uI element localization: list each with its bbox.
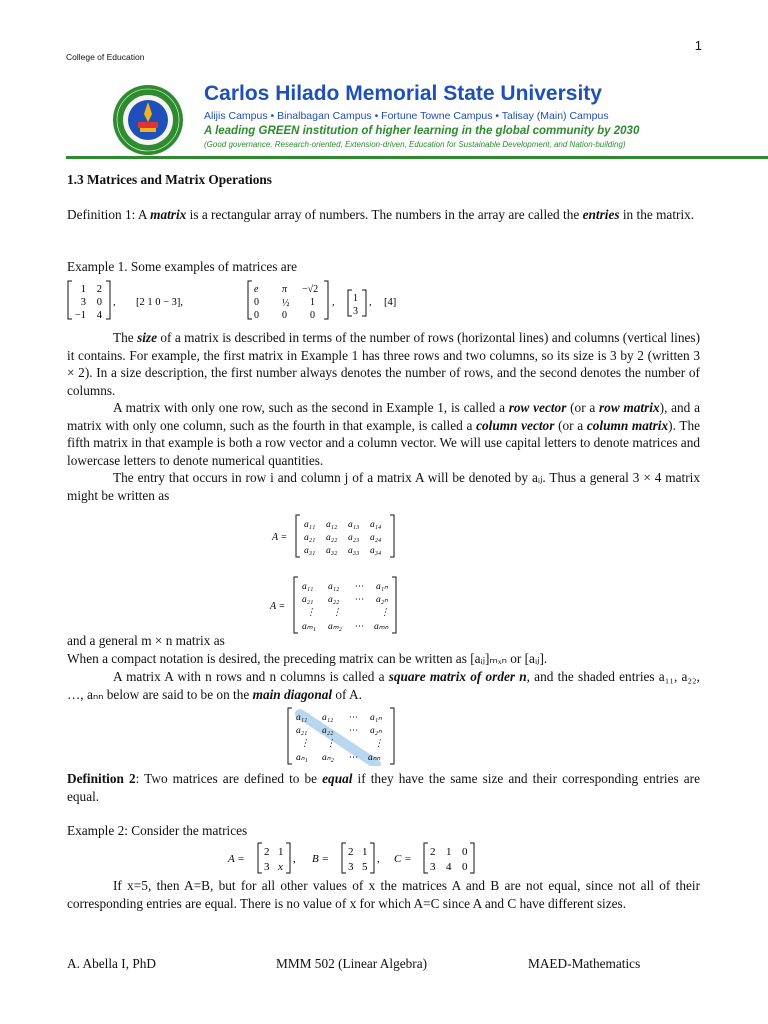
general-3x4-matrix <box>270 512 410 560</box>
matrix-cell: aₙₙ <box>368 753 381 763</box>
svg-text:,: , <box>293 853 296 865</box>
matrix-3x3 <box>248 281 335 321</box>
matrix-label: B = <box>312 853 329 865</box>
sub-tagline: (Good governance, Research-oriented, Extension-driven, Education for Sustainable Development, and Nation-building) <box>204 140 626 149</box>
matrix-cell: a₃₂ <box>326 546 338 556</box>
matrix-cell: 1 <box>353 293 358 304</box>
campus-list: Alijis Campus • Binalbagan Campus • Fortune Towne Campus • Talisay (Main) Campus <box>204 110 609 122</box>
matrix-cell: 3 <box>348 861 354 873</box>
term: row matrix <box>599 400 660 415</box>
definition-1 <box>67 206 700 224</box>
matrix-cell: 2 <box>348 846 354 858</box>
matrix-cell: 0 <box>462 861 468 873</box>
matrix-cell: a₁₂ <box>326 520 338 530</box>
matrix-cell: 1 <box>80 284 86 295</box>
square-matrix-diagonal <box>286 706 398 766</box>
diagonal-shading <box>300 714 376 764</box>
matrix-cell: 0 <box>254 297 259 308</box>
matrix-cell: 2 <box>96 284 102 295</box>
matrix-label: A = <box>270 601 286 612</box>
example-2-matrices <box>226 840 486 876</box>
column-vector <box>348 290 372 317</box>
matrix-cell: aₘ₁ <box>302 622 316 632</box>
definition-2 <box>67 770 700 805</box>
def1-text: in the matrix. <box>619 207 695 222</box>
matrix-cell: 1 <box>278 846 284 858</box>
term: square matrix of order n <box>388 669 527 684</box>
matrix-cell: ⋮ <box>332 608 342 618</box>
term-size: size <box>137 330 158 345</box>
matrix-cell: 5 <box>362 861 368 873</box>
matrix-cell: aₙ₁ <box>296 753 308 763</box>
text: of A. <box>332 686 362 702</box>
entry-paragraph: The entry that occurs in row i and column j of a matrix A will be denoted by aᵢⱼ. Thus a general 3 × 4 matrix might be written as <box>67 470 700 503</box>
matrix-cell: 0 <box>282 310 287 321</box>
matrix-cell: ⋮ <box>306 608 316 618</box>
matrix-cell: ⋮ <box>374 739 384 749</box>
matrix-cell: a₁ₙ <box>370 713 382 723</box>
matrix-cell: ⋮ <box>380 608 390 618</box>
matrix-cell: a₂₁ <box>296 726 308 736</box>
matrix-cell: 4 <box>446 861 452 873</box>
matrix-cell: a₃₃ <box>348 546 360 556</box>
page-number: 1 <box>694 38 702 53</box>
matrix-cell: a₃₁ <box>304 546 316 556</box>
matrix-cell: 1 <box>446 846 452 858</box>
matrix-cell: −√2 <box>302 284 319 295</box>
text: ). The fifth matrix in that example is both a row vector and a column vector. We will use capital letters to denote matrices and lowercase letters to denote numerical quantities. <box>67 417 701 468</box>
general-matrix-line: and a general m × n matrix as <box>67 633 225 648</box>
matrix-label: A = <box>228 853 245 865</box>
example-2-label: Example 2: Consider the matrices <box>67 823 248 838</box>
term: row vector <box>508 400 567 415</box>
row-vector: [2 1 0 − 3], <box>136 297 184 308</box>
text: (or a <box>554 417 587 433</box>
matrix-cell: 1 <box>362 846 368 858</box>
tagline: A leading GREEN institution of higher learning in the global community by 2030 <box>204 125 640 137</box>
matrix-cell: a₂₂ <box>328 595 340 605</box>
matrix-cell: a₂₄ <box>370 533 382 543</box>
matrix-cell: a₂ₙ <box>370 726 382 736</box>
matrix-cell: 0 <box>462 846 468 858</box>
matrix-cell: ⋯ <box>354 622 364 632</box>
matrix-cell: 4 <box>96 310 102 321</box>
row-vector-paragraph <box>67 399 700 469</box>
svg-text:,: , <box>113 297 116 308</box>
section-title: 1.3 Matrices and Matrix Operations <box>67 172 272 187</box>
matrix-cell: 3 <box>353 306 358 317</box>
matrix-cell: 0 <box>96 297 102 308</box>
matrix-cell: 0 <box>254 310 259 321</box>
matrix-cell: a₁₄ <box>370 520 382 530</box>
text: The <box>113 330 138 345</box>
matrix-cell: 0 <box>310 310 315 321</box>
compact-notation-line: When a compact notation is desired, the preceding matrix can be written as [aᵢⱼ]ₘₓₙ or [aᵢⱼ]. <box>67 651 548 666</box>
college-label: College of Education <box>66 52 145 62</box>
matrix-cell: aₙ₂ <box>322 753 334 763</box>
footer-program: MAED-Mathematics <box>528 956 641 971</box>
text: of a matrix is described in terms of the number of rows (horizontal lines) and columns (vertical lines) it contains. For example, the first matrix in Example 1 has three rows and two columns, so its size is 3 by 2 (written 3 × 2). In a size description, the first number always denotes the number of rows, and the second denotes the number of columns. <box>67 330 701 398</box>
example-1-matrices <box>66 278 426 322</box>
term: column matrix <box>586 417 669 433</box>
matrix-cell: ⋯ <box>348 713 358 723</box>
matrix-cell: aₘₙ <box>374 622 389 632</box>
matrix-cell: ½ <box>282 298 290 309</box>
matrix-cell: x <box>278 861 283 873</box>
text: A matrix with only one row, such as the second in Example 1, is called a <box>113 400 509 415</box>
matrix-label: C = <box>394 853 412 865</box>
matrix-cell: 2 <box>264 846 270 858</box>
scalar-matrix: [4] <box>384 297 397 308</box>
svg-text:,: , <box>369 297 372 308</box>
def2-label: Definition 2 <box>67 771 136 786</box>
matrix-cell: a₂₁ <box>302 595 314 605</box>
university-seal-logo <box>112 84 184 156</box>
size-paragraph <box>67 329 700 399</box>
footer-author: A. Abella I, PhD <box>67 956 157 971</box>
matrix-cell: a₂₁ <box>304 533 316 543</box>
matrix-cell: ⋯ <box>348 726 358 736</box>
matrix-cell: ⋮ <box>300 739 310 749</box>
matrix-cell: 1 <box>310 297 315 308</box>
matrix-cell: 2 <box>430 846 436 858</box>
university-name: Carlos Hilado Memorial State University <box>204 82 602 105</box>
final-paragraph: If x=5, then A=B, but for all other values of x the matrices A and B are not equal, since not all of their corresponding entries are equal. There is no value of x for which A=C since A and C have different sizes. <box>67 878 700 911</box>
matrix-cell: a₁₂ <box>322 713 334 723</box>
svg-text:,: , <box>332 297 335 308</box>
matrix-cell: 3 <box>264 861 270 873</box>
matrix-cell: ⋯ <box>354 582 364 592</box>
matrix-cell: e <box>254 284 259 295</box>
term: column vector <box>476 417 555 433</box>
matrix-cell: a₁₁ <box>302 582 314 592</box>
matrix-cell: a₃₄ <box>370 546 382 556</box>
matrix-cell: a₁ₙ <box>376 582 388 592</box>
def1-term: matrix <box>150 207 187 222</box>
matrix-cell: π <box>282 284 288 295</box>
footer-course: MMM 502 (Linear Algebra) <box>276 956 428 971</box>
matrix-cell: a₂₂ <box>326 533 338 543</box>
matrix-cell: 3 <box>80 297 86 308</box>
svg-text:,: , <box>377 853 380 865</box>
matrix-cell: 3 <box>430 861 436 873</box>
matrix-cell: a₂₂ <box>322 726 334 736</box>
header-divider <box>66 156 768 159</box>
def1-text: is a rectangular array of numbers. The numbers in the array are called the <box>186 207 583 222</box>
matrix-cell: a₂₃ <box>348 533 360 543</box>
term-equal: equal <box>322 771 353 786</box>
text: , and the shaded entries a₁₁, a₂₂, …, aₙₙ below are said to be on the <box>67 669 700 702</box>
matrix-cell: aₘ₂ <box>328 622 342 632</box>
matrix-cell: a₁₃ <box>348 520 360 530</box>
text: if they have the same size and their corresponding entries are equal. <box>67 771 700 804</box>
def1-term: entries <box>582 207 620 222</box>
matrix-3x2 <box>68 281 116 321</box>
text: (or a <box>566 400 599 415</box>
text: ), and a matrix with only one column, such as the fourth in that example, is called a <box>67 400 700 433</box>
matrix-cell: ⋯ <box>348 753 358 763</box>
square-matrix-paragraph <box>67 668 700 703</box>
text: : Two matrices are defined to be <box>135 771 323 786</box>
matrix-cell: −1 <box>74 310 86 321</box>
matrix-cell: a₁₂ <box>328 582 340 592</box>
general-mxn-matrix <box>268 574 408 636</box>
term: main diagonal <box>252 686 333 702</box>
matrix-cell: a₁₁ <box>304 520 316 530</box>
matrix-cell: a₂ₙ <box>376 595 388 605</box>
def1-text: Definition 1: A <box>67 207 151 222</box>
matrix-cell: ⋯ <box>354 595 364 605</box>
text: A matrix A with n rows and n columns is called a <box>113 669 389 684</box>
example-1-label: Example 1. Some examples of matrices are <box>67 259 298 274</box>
matrix-label: A = <box>272 532 288 543</box>
matrix-cell: a₁₁ <box>296 713 308 723</box>
matrix-cell: ⋮ <box>326 739 336 749</box>
